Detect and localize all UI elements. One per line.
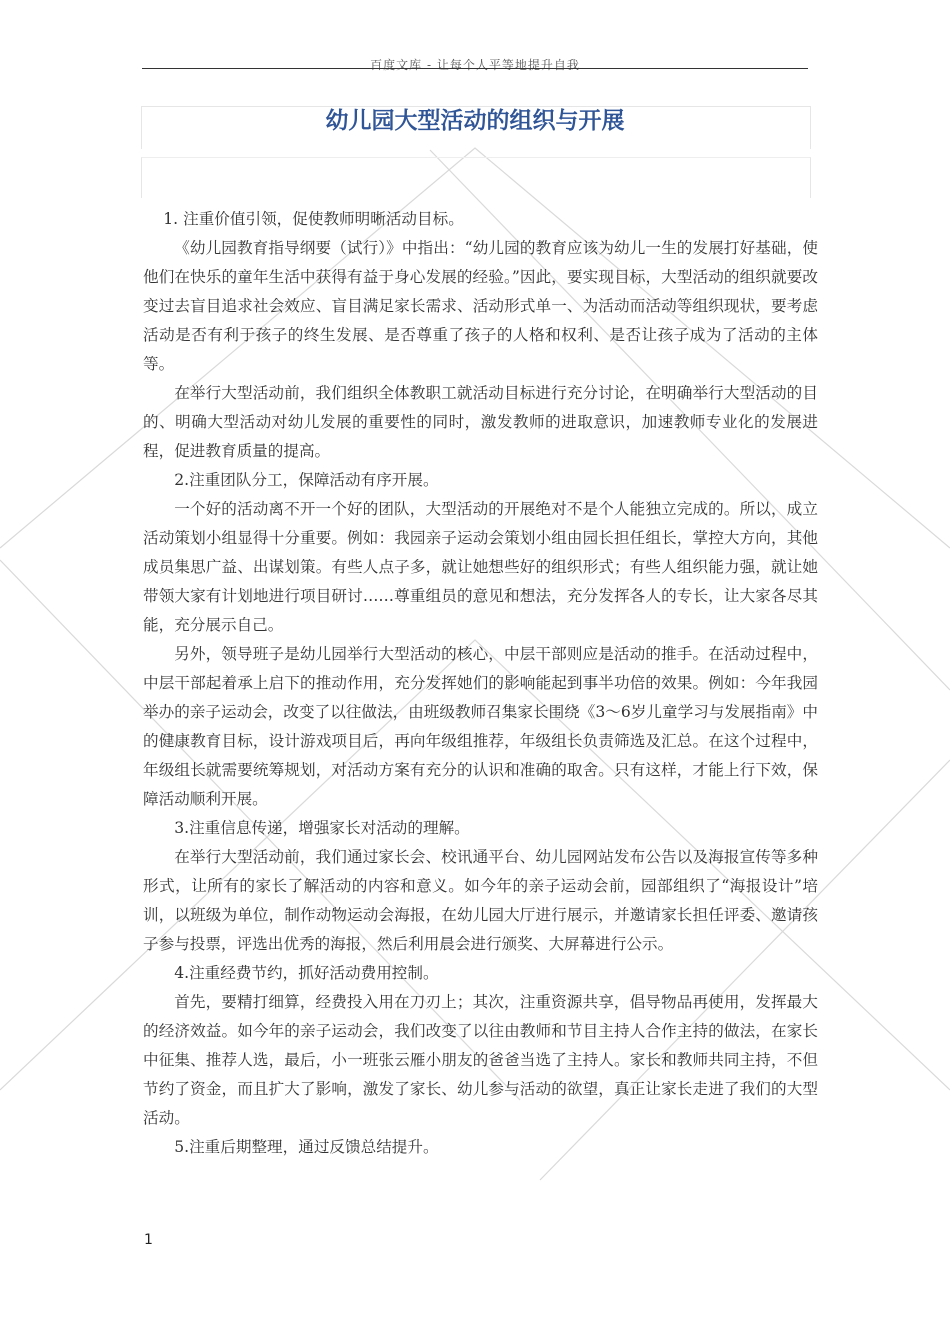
section-heading: 2.注重团队分工，保障活动有序开展。 xyxy=(174,471,439,489)
document-body xyxy=(143,205,818,1162)
subtitle-frame xyxy=(141,157,811,198)
section-heading: 1. 注重价值引领，促使教师明晰活动目标。 xyxy=(163,210,464,228)
section-heading: 4.注重经费节约，抓好活动费用控制。 xyxy=(174,964,439,982)
body-paragraph: 在举行大型活动前，我们通过家长会、校讯通平台、幼儿园网站发布公告以及海报宣传等多种形式，让所有的家长了解活动的内容和意义。如今年的亲子运动会前，园部组织了“海报设计”培训，以班级为单位，制作动物运动会海报，在幼儿园大厅进行展示，并邀请家长担任评委、邀请孩子参与投票，评选出优秀的海报，然后利用晨会进行颁奖、大屏幕进行公示。 xyxy=(143,848,818,953)
document-title: 幼儿园大型活动的组织与开展 xyxy=(325,108,625,134)
body-paragraph: 《幼儿园教育指导纲要（试行）》中指出：“幼儿园的教育应该为幼儿一生的发展打好基础，使他们在快乐的童年生活中获得有益于身心发展的经验。”因此，要实现目标，大型活动的组织就要改变过去盲目追求社会效应、盲目满足家长需求、活动形式单一、为活动而活动等组织现状，要考虑活动是否有利于孩子的终生发展、是否尊重了孩子的人格和权利、是否让孩子成为了活动的主体等。 xyxy=(143,239,818,373)
section-heading: 5.注重后期整理，通过反馈总结提升。 xyxy=(174,1138,439,1156)
header-rule xyxy=(142,68,808,69)
page-header: 百度文库 - 让每个人平等地提升自我 xyxy=(370,58,580,72)
page-number: 1 xyxy=(144,1232,153,1248)
body-paragraph: 另外，领导班子是幼儿园举行大型活动的核心，中层干部则应是活动的推手。在活动过程中，中层干部起着承上启下的推动作用，充分发挥她们的影响能起到事半功倍的效果。例如：今年我园举办的亲子运动会，改变了以往做法，由班级教师召集家长围绕《3～6岁儿童学习与发展指南》中的健康教育目标，设计游戏项目后，再向年级组推荐，年级组长负责筛选及汇总。在这个过程中，年级组长就需要统筹规划，对活动方案有充分的认识和准确的取舍。只有这样，才能上行下效，保障活动顺利开展。 xyxy=(143,645,818,808)
body-paragraph: 一个好的活动离不开一个好的团队，大型活动的开展绝对不是个人能独立完成的。所以，成立活动策划小组显得十分重要。例如：我园亲子运动会策划小组由园长担任组长，掌控大方向，其他成员集思广益、出谋划策。有些人点子多，就让她想些好的组织形式；有些人组织能力强，就让她带领大家有计划地进行项目研讨……尊重组员的意见和想法，充分发挥各人的专长，让大家各尽其能，充分展示自己。 xyxy=(143,500,818,634)
body-paragraph: 首先，要精打细算，经费投入用在刀刃上；其次，注重资源共享，倡导物品再使用，发挥最大的经济效益。如今年的亲子运动会，我们改变了以往由教师和节目主持人合作主持的做法，在家长中征集、推荐人选，最后，小一班张云雁小朋友的爸爸当选了主持人。家长和教师共同主持，不但节约了资金，而且扩大了影响，激发了家长、幼儿参与活动的欲望，真正让家长走进了我们的大型活动。 xyxy=(143,993,818,1127)
body-paragraph: 在举行大型活动前，我们组织全体教职工就活动目标进行充分讨论，在明确举行大型活动的目的、明确大型活动对幼儿发展的重要性的同时，激发教师的进取意识，加速教师专业化的发展进程，促进教育质量的提高。 xyxy=(143,384,818,460)
section-heading: 3.注重信息传递，增强家长对活动的理解。 xyxy=(174,819,470,837)
